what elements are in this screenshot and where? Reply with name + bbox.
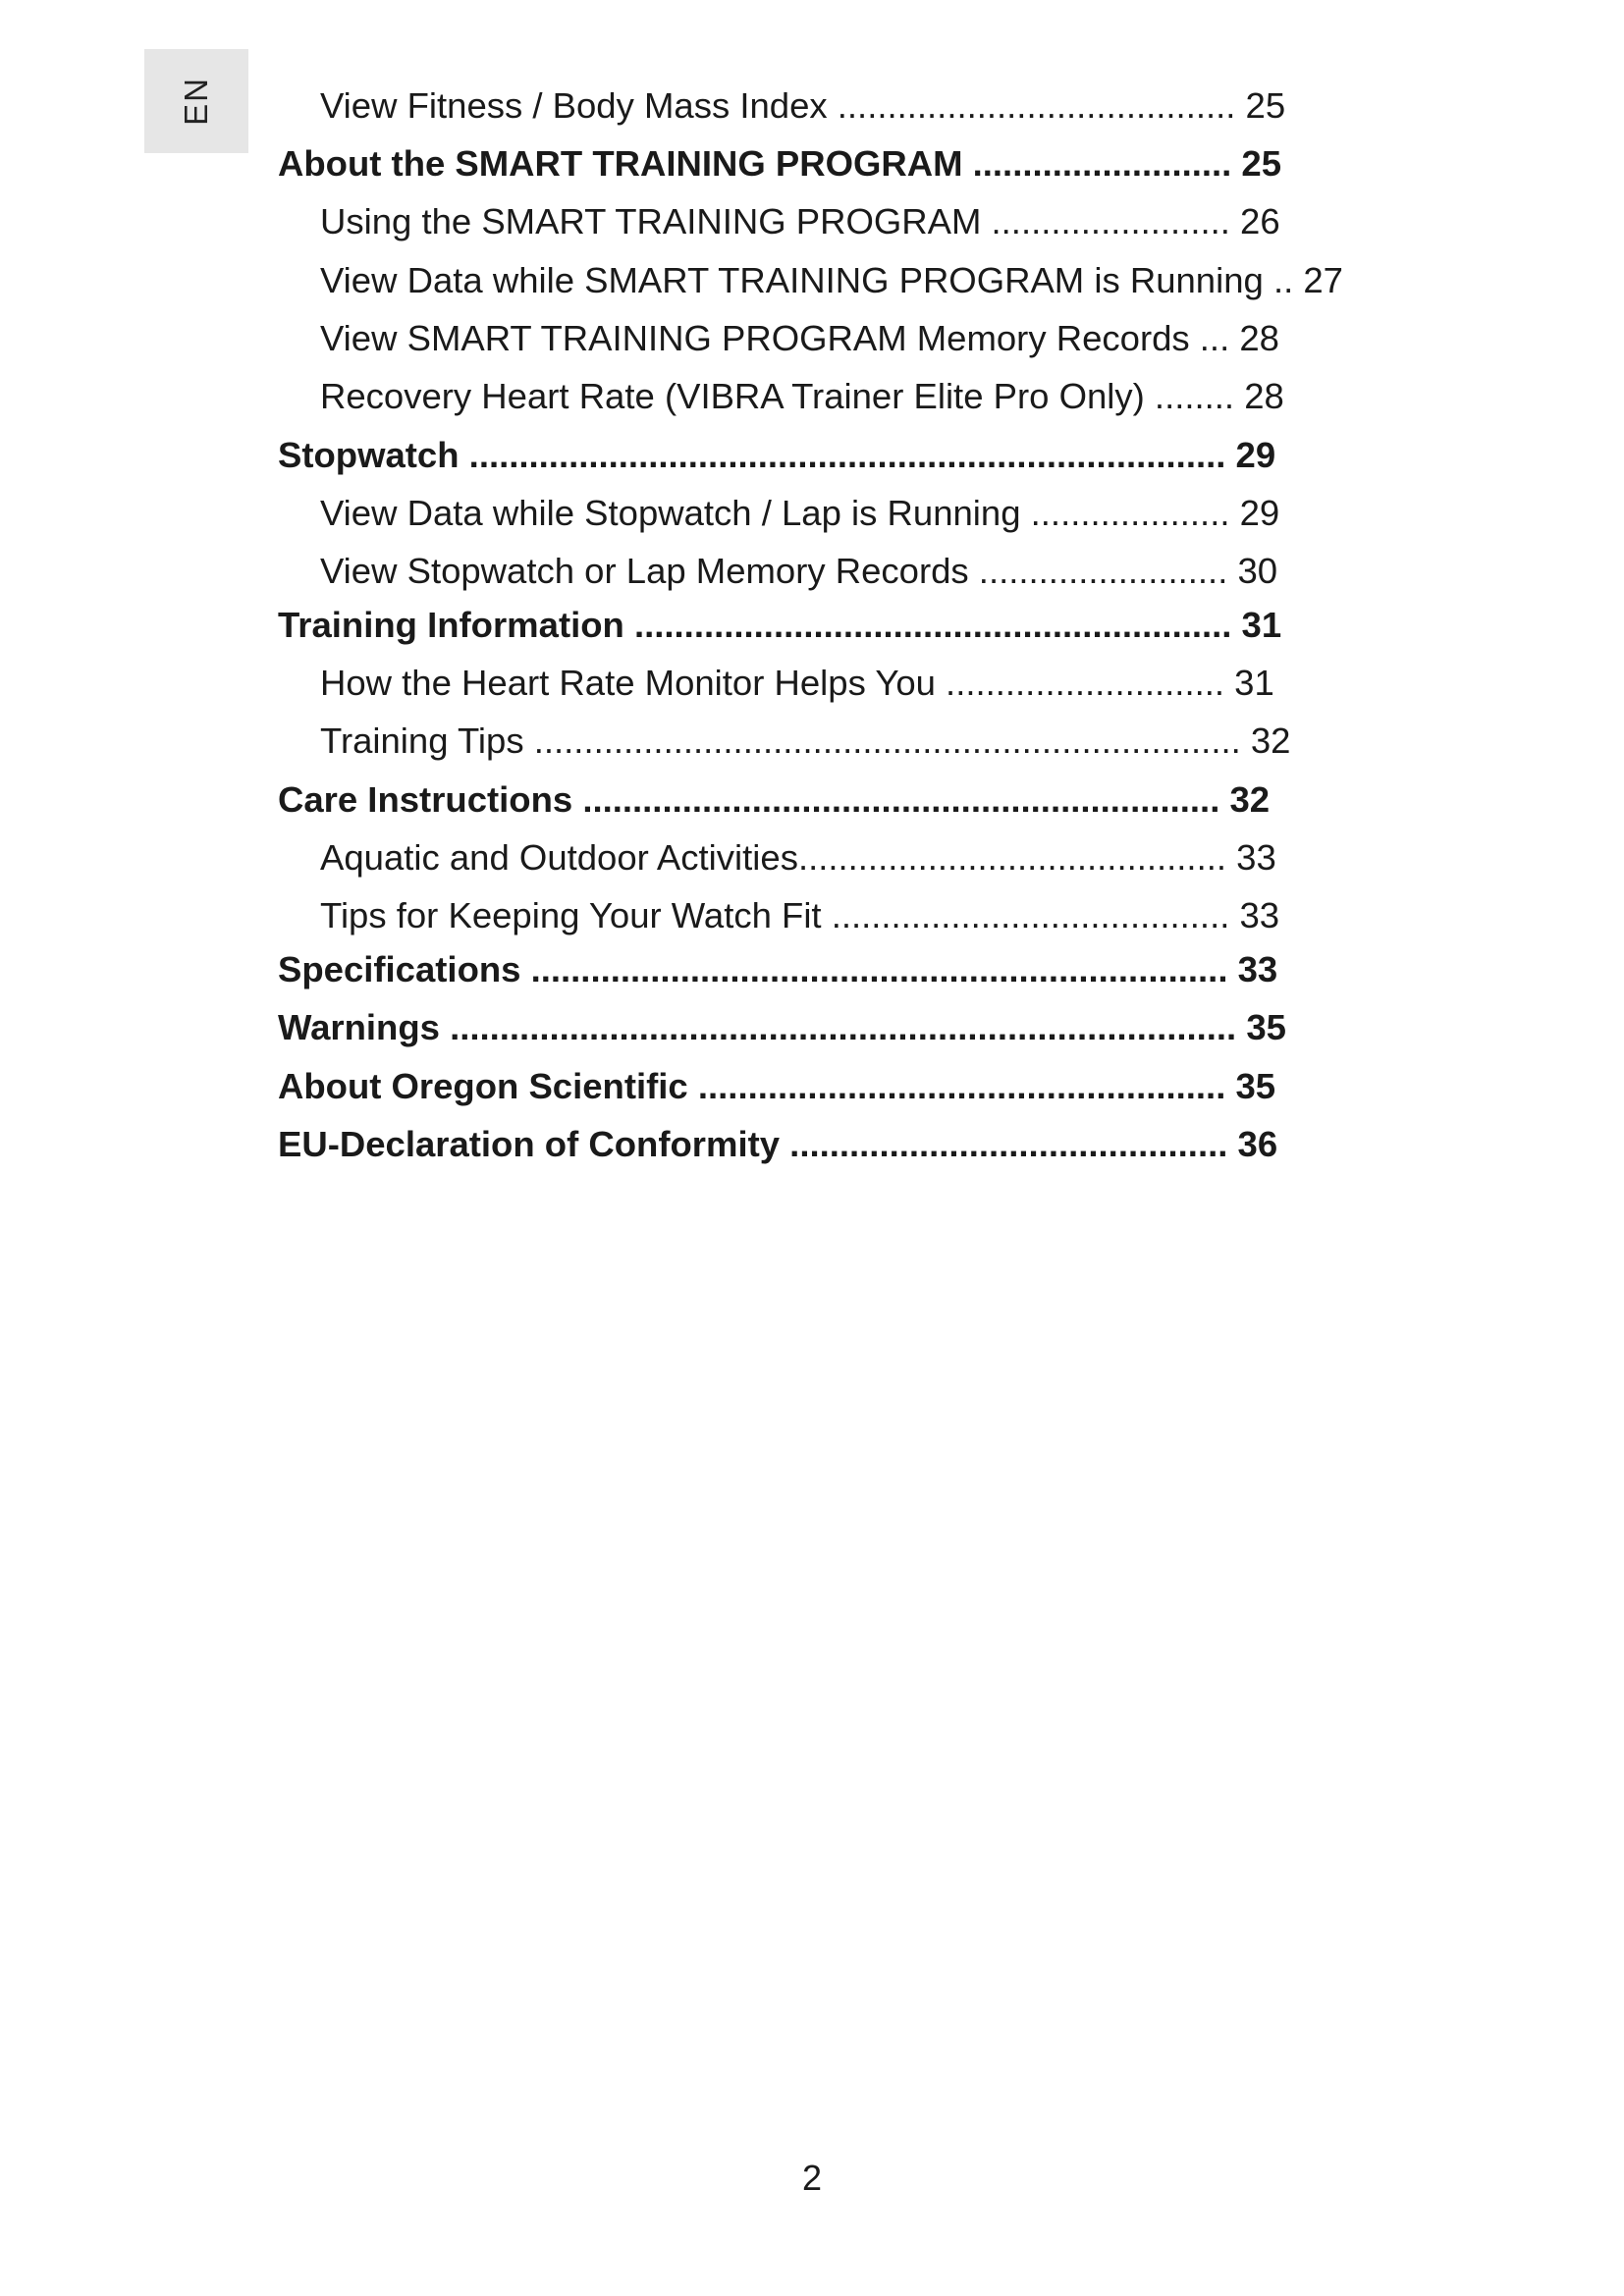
toc-entry[interactable]: Training Tips ....................................................................... 32	[320, 721, 1291, 761]
toc-entry[interactable]: How the Heart Rate Monitor Helps You ............................ 31	[320, 663, 1274, 703]
toc-entry[interactable]: Care Instructions ................................................................ 32	[278, 779, 1271, 820]
toc-entry[interactable]: View SMART TRAINING PROGRAM Memory Records ... 28	[320, 318, 1279, 358]
toc-entry[interactable]: Warnings ............................................................................... 35	[278, 1007, 1286, 1047]
toc-entry[interactable]: View Fitness / Body Mass Index ........................................ 25	[320, 85, 1286, 126]
toc-entry[interactable]: View Data while Stopwatch / Lap is Running .................... 29	[320, 493, 1280, 533]
page-number: 2	[801, 2158, 823, 2198]
toc-entry[interactable]: Training Information ............................................................ 31	[278, 605, 1282, 645]
toc-entry[interactable]: About Oregon Scientific ..................................................... 35	[278, 1066, 1276, 1106]
toc-entry[interactable]: Using the SMART TRAINING PROGRAM ........................ 26	[320, 201, 1280, 241]
language-tab-label: EN	[178, 77, 214, 126]
language-tab	[144, 49, 248, 153]
toc-entry[interactable]: Aquatic and Outdoor Activities........................................... 33	[320, 837, 1276, 878]
toc-entry[interactable]: About the SMART TRAINING PROGRAM .......................... 25	[278, 143, 1282, 184]
toc-entry[interactable]: View Data while SMART TRAINING PROGRAM is Running .. 27	[320, 260, 1343, 300]
toc-entry[interactable]: Tips for Keeping Your Watch Fit ........................................ 33	[320, 895, 1280, 935]
toc-entry[interactable]: Recovery Heart Rate (VIBRA Trainer Elite Pro Only) ........ 28	[320, 376, 1284, 416]
toc-entry[interactable]: EU-Declaration of Conformity ............................................ 36	[278, 1124, 1278, 1164]
toc-entry[interactable]: Specifications ...................................................................... 33	[278, 949, 1278, 989]
toc-entry[interactable]: View Stopwatch or Lap Memory Records ......................... 30	[320, 551, 1278, 591]
toc-entry[interactable]: Stopwatch ............................................................................ 29	[278, 435, 1276, 475]
